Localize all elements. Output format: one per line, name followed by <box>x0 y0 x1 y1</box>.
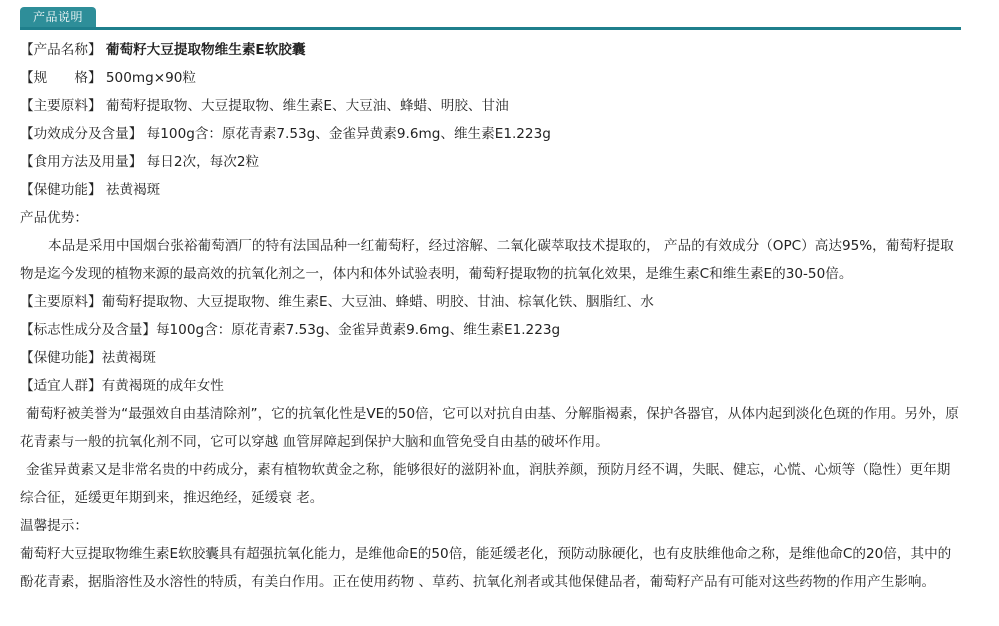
marker-content-value: 每100g含：原花青素7.53g、金雀异黄素9.6mg、维生素E1.223g <box>155 322 561 338</box>
detail-ingredients-label: 【主要原料】 <box>20 294 102 310</box>
detail-ingredients-value: 葡萄籽提取物、大豆提取物、维生素E、大豆油、蜂蜡、明胶、甘油、棕氧化铁、胭脂红、水 <box>101 294 654 310</box>
usage-value: 每日2次，每次2粒 <box>146 154 260 170</box>
usage-label: 【食用方法及用量】 <box>20 154 143 170</box>
product-description-content <box>20 36 960 596</box>
detail-ingredients-row <box>20 288 960 316</box>
health-function-row <box>20 176 960 204</box>
grape-seed-paragraph: 葡萄籽被美誉为“最强效自由基清除剂”，它的抗氧化性是VE的50倍，它可以对抗自由基、分解脂褐素，保护各器官，从体内起到淡化色斑的作用。另外，原花青素与一般的抗氧化剂不同，它可以穿越 血管屏障起到保护大脑和血管免受自由基的破坏作用。 <box>20 406 959 450</box>
section-tab-bar <box>20 7 961 30</box>
main-ingredients-label: 【主要原料】 <box>20 98 102 114</box>
tips-paragraph: 葡萄籽大豆提取物维生素E软胶囊具有超强抗氧化能力，是维他命E的50倍，能延缓老化，预防动脉硬化，也有皮肤维他命之称，是维他命C的20倍，其中的酚花青素，据脂溶性及水溶性的特质，有美白作用。正在使用药物 、草药、抗氧化剂者或其他保健品者，葡萄籽产品有可能对这些药物的作用产生影响。 <box>20 546 952 590</box>
product-name-label: 【产品名称】 <box>20 42 102 58</box>
functional-content-row <box>20 120 960 148</box>
marker-content-row <box>20 316 960 344</box>
marker-content-label: 【标志性成分及含量】 <box>20 322 156 338</box>
genistein-paragraph: 金雀异黄素又是非常名贵的中药成分，素有植物软黄金之称，能够很好的滋阴补血，润肤养颜，预防月经不调，失眠、健忘，心慌、心烦等（隐性）更年期综合征，延缓更年期到来，推迟绝经，延缓衰 老。 <box>20 462 951 506</box>
main-ingredients-value: 葡萄籽提取物、大豆提取物、维生素E、大豆油、蜂蜡、明胶、甘油 <box>105 98 509 114</box>
advantages-heading: 产品优势： <box>20 210 88 226</box>
main-ingredients-row <box>20 92 960 120</box>
usage-row <box>20 148 960 176</box>
target-audience-row <box>20 372 960 400</box>
detail-function-row <box>20 344 960 372</box>
product-spec-label: 【规 格】 <box>20 70 102 86</box>
target-audience-value: 有黄褐斑的成年女性 <box>101 378 224 394</box>
detail-function-value: 祛黄褐斑 <box>101 350 156 366</box>
health-function-label: 【保健功能】 <box>20 182 102 198</box>
tips-heading: 温馨提示： <box>20 518 88 534</box>
product-name-value: 葡萄籽大豆提取物维生素E软胶囊 <box>105 42 306 58</box>
tab-product-description[interactable]: 产品说明 <box>20 7 96 27</box>
health-function-value: 祛黄褐斑 <box>105 182 161 198</box>
advantages-paragraph: 本品是采用中国烟台张裕葡萄酒厂的特有法国品种一红葡萄籽，经过溶解、二氧化碳萃取技术提取的， 产品的有效成分（OPC）高达95%，葡萄籽提取物是迄今发现的植物来源的最高效的抗氧化剂之一，体内和体外试验表明，葡萄籽提取物的抗氧化效果，是维生素C和维生素E的30-50倍。 <box>20 238 954 282</box>
functional-content-label: 【功效成分及含量】 <box>20 126 143 142</box>
product-spec-value: 500mg×90粒 <box>105 70 196 86</box>
product-spec-row <box>20 64 960 92</box>
product-name-row <box>20 36 960 64</box>
detail-function-label: 【保健功能】 <box>20 350 102 366</box>
functional-content-value: 每100g含：原花青素7.53g、金雀异黄素9.6mg、维生素E1.223g <box>146 126 551 142</box>
target-audience-label: 【适宜人群】 <box>20 378 102 394</box>
